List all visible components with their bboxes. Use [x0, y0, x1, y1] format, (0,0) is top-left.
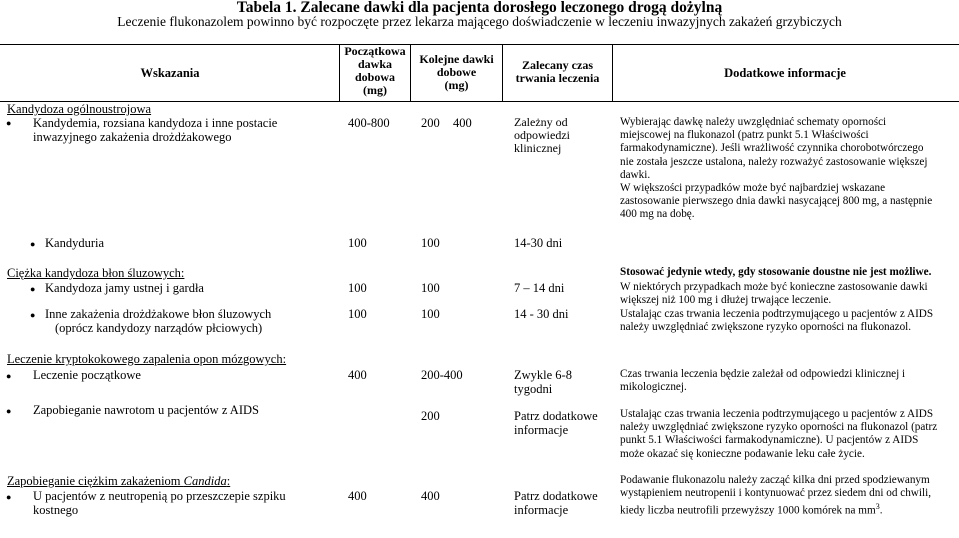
additional-info — [620, 474, 958, 518]
duration-line: tygodni — [514, 382, 553, 396]
header-duration — [503, 59, 612, 85]
info-line — [620, 500, 958, 518]
initial-dose-value: 100 — [348, 236, 367, 250]
info-line-bold: Stosować jedynie wtedy, gdy stosowanie doustne nie jest możliwe. — [620, 266, 932, 278]
indication-item: Kandydoza jamy ustnej i gardła — [45, 281, 204, 295]
indication-line: Kandydemia, rozsiana kandydoza i inne postacie — [33, 116, 278, 130]
header-additional-info: Dodatkowe informacje — [724, 66, 846, 80]
info-line-text: kiedy liczba neutrofili przewyższy 1000 komórek na mm — [620, 505, 876, 518]
indication-line: inwazyjnego zakażenia drożdżakowego — [33, 130, 232, 144]
info-line: W niektórych przypadkach może być konieczne zastosowanie dawki — [620, 281, 928, 294]
header-next-dose-line: (mg) — [444, 78, 469, 92]
row-heading: Leczenie kryptokokowego zapalenia opon mózgowych: — [7, 352, 287, 366]
duration-line: Patrz dodatkowe — [514, 409, 598, 423]
initial-dose-value: 400 — [348, 368, 367, 382]
header-duration-line: Zalecany czas — [522, 58, 593, 72]
row-heading: Ciężka kandydoza błon śluzowych: — [7, 266, 185, 280]
duration-value: 14 - 30 dni — [514, 307, 569, 321]
header-next-dose — [411, 53, 502, 92]
header-initial-dose-line: dawka — [357, 57, 392, 71]
bullet-icon: ● — [6, 492, 12, 502]
row-heading — [7, 474, 230, 488]
duration-line: informacje — [514, 503, 569, 517]
header-duration-line: trwania leczenia — [515, 71, 600, 85]
indication-line: kostnego — [33, 503, 79, 517]
info-line: Ustalając czas trwania leczenia podtrzymującego u pacjentów z AIDS — [620, 408, 934, 420]
header-initial-dose-line: dobowa — [354, 70, 395, 84]
header-indications: Wskazania — [140, 66, 200, 80]
info-line: wystąpieniem neutropenii i kontynuować przez siedem dni od chwili, — [620, 487, 931, 500]
info-line: większej niż 100 mg i dłużej trwające leczenie. — [620, 294, 832, 307]
bullet-icon: ● — [6, 406, 12, 416]
duration-value — [514, 409, 598, 437]
next-dose-value: 200-400 — [421, 368, 463, 382]
row-heading-italic: Candida — [183, 474, 227, 488]
additional-info — [620, 368, 958, 394]
bullet-icon: ● — [6, 118, 12, 128]
info-line: punkt 5.1 Właściwości farmakodynamiczne). U pacjentów z AIDS — [620, 434, 919, 447]
info-line: należy uwzględniać zwiększone ryzyko oporności na flukonazol. — [620, 320, 912, 333]
duration-line: Patrz dodatkowe — [514, 489, 598, 503]
info-line: 400 mg na dobę. — [620, 208, 695, 221]
row-heading: Kandydoza ogólnoustrojowa — [7, 102, 152, 116]
info-line: Wybierając dawkę należy uwzględniać schematy oporności — [620, 116, 887, 128]
duration-line: Zależny od — [514, 115, 568, 129]
info-line: należy uwzględniać zwiększone ryzyko oporności na flukonazol (patrz — [620, 421, 938, 434]
info-line: miejscowej na flukonazol (patrz punkt 5.1 Właściwości — [620, 129, 869, 142]
duration-value: 7 – 14 dni — [514, 281, 565, 295]
info-line: zastosowanie pierwszego dnia dawki nasycającej 800 mg, a następnie — [620, 195, 933, 208]
additional-info — [620, 408, 958, 461]
next-dose-value: 400 — [421, 489, 440, 503]
header-initial-dose-line: Początkowa — [344, 44, 406, 58]
info-line: W większości przypadków może być najbardziej wskazane — [620, 182, 886, 195]
bullet-icon: ● — [30, 284, 36, 294]
initial-dose-value: 100 — [348, 281, 367, 295]
next-dose-value: 400 — [453, 116, 472, 130]
initial-dose-value: 400-800 — [348, 116, 390, 130]
header-next-dose-line: dobowe — [436, 65, 477, 79]
initial-dose-value: 400 — [348, 489, 367, 503]
duration-value — [514, 368, 572, 396]
info-line: farmakodynamiczne). Jeśli wrażliwość czynnika chorobotwórczego — [620, 142, 924, 155]
additional-info — [620, 266, 958, 334]
info-line: dawki. — [620, 168, 651, 181]
indication-line: Inne zakażenia drożdżakowe błon śluzowych — [45, 307, 272, 321]
duration-value: 14-30 dni — [514, 236, 563, 250]
indication-item — [33, 489, 286, 517]
duration-line: klinicznej — [514, 141, 562, 155]
info-line: Podawanie flukonazolu należy zacząć kilka dni przed spodziewanym — [620, 474, 930, 486]
row-heading-text: Zapobieganie ciężkim zakażeniom — [7, 474, 184, 488]
next-dose-value: 100 — [421, 307, 440, 321]
indication-item: Zapobieganie nawrotom u pacjentów z AIDS — [33, 403, 259, 417]
row-heading-end: : — [226, 474, 231, 488]
indication-item — [33, 116, 277, 144]
next-dose-value: 200 — [421, 116, 440, 130]
header-initial-dose — [340, 45, 410, 97]
info-line-end: . — [879, 505, 883, 518]
bullet-icon: ● — [30, 310, 36, 320]
bullet-icon: ● — [30, 239, 36, 249]
bullet-icon: ● — [6, 371, 12, 381]
indication-item: Leczenie początkowe — [33, 368, 141, 382]
indication-item: Kandyduria — [45, 236, 105, 250]
duration-value — [514, 116, 570, 155]
next-dose-value: 100 — [421, 236, 440, 250]
initial-dose-value: 100 — [348, 307, 367, 321]
additional-info — [620, 116, 958, 222]
info-line: nie została jeszcze ustalona, należy rozważyć zastosowanie większej — [620, 155, 928, 168]
table-title: Tabela 1. Zalecane dawki dla pacjenta dorosłego leczonego drogą dożylną — [236, 0, 723, 16]
header-next-dose-line: Kolejne dawki — [419, 52, 494, 66]
header-initial-dose-line: (mg) — [363, 83, 387, 97]
duration-line: Zwykle 6-8 — [514, 368, 572, 382]
next-dose-value: 200 — [421, 409, 440, 423]
table-top-border — [0, 44, 959, 45]
info-line: może okazać się konieczne podawanie leku całe życie. — [620, 447, 865, 460]
info-line: Ustalając czas trwania leczenia podtrzymującego u pacjentów z AIDS — [620, 307, 934, 320]
next-dose-value: 100 — [421, 281, 440, 295]
superscript: 3 — [875, 502, 880, 512]
duration-line: odpowiedzi — [514, 128, 570, 142]
info-line: Czas trwania leczenia będzie zależał od odpowiedzi klinicznej i — [620, 368, 906, 380]
table-subtitle: Leczenie flukonazolem powinno być rozpoczęte przez lekarza mającego doświadczenie w leczeniu inwazyjnych zakażeń grzybiczych — [117, 14, 842, 29]
indication-line: U pacjentów z neutropenią po przeszczepie szpiku — [33, 489, 286, 503]
duration-line: informacje — [514, 423, 569, 437]
info-line: mikologicznej. — [620, 381, 687, 394]
duration-value — [514, 489, 598, 517]
indication-line: (oprócz kandydozy narządów płciowych) — [55, 321, 263, 335]
indication-item — [45, 307, 271, 335]
